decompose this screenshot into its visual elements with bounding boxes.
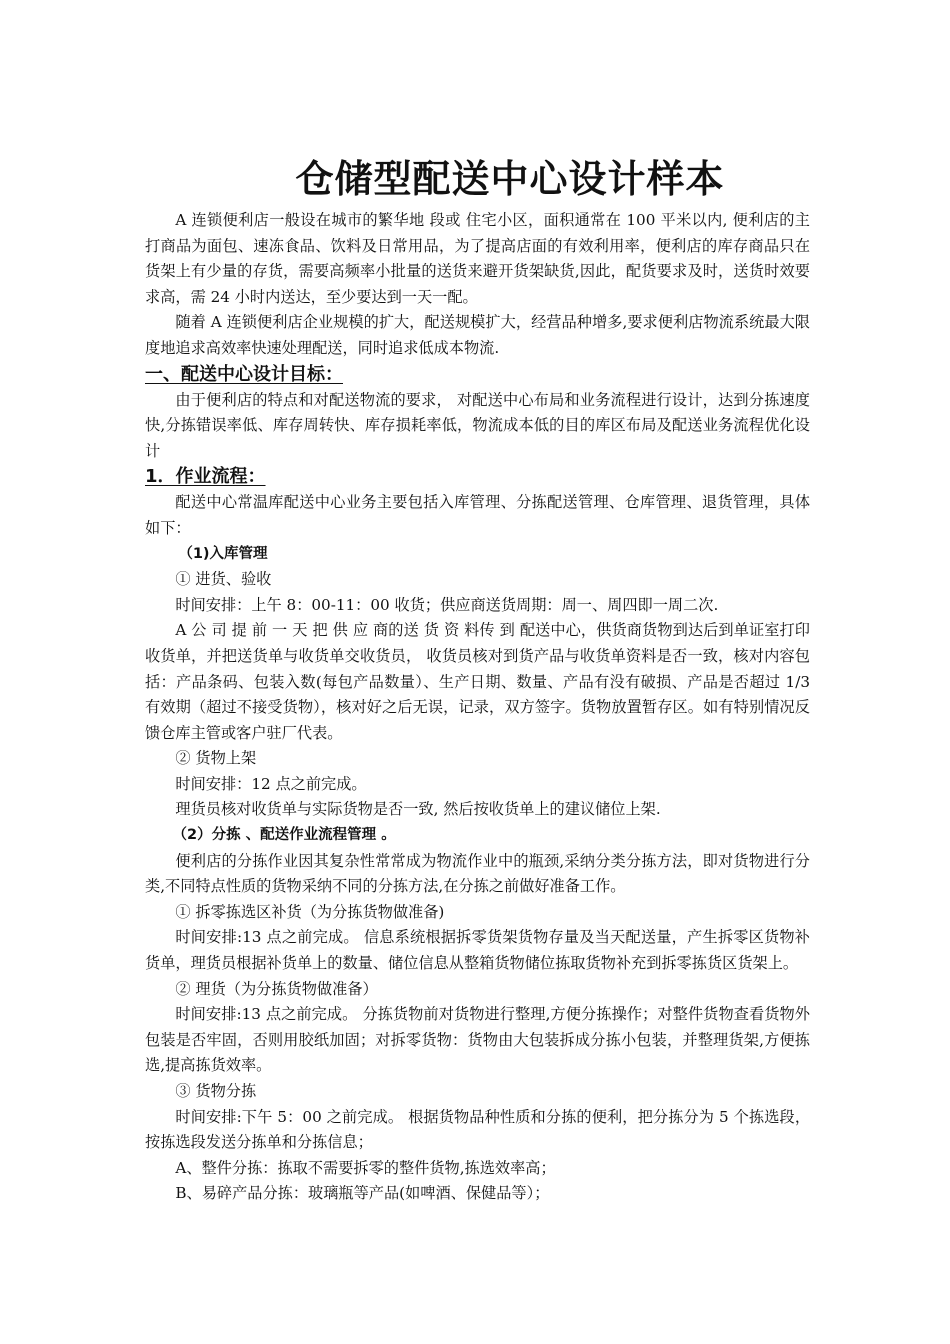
inbound-step-2: ② 货物上架 bbox=[175, 749, 257, 768]
inbound-step-2-text: 理货员核对收货单与实际货物是否一致, 然后按收货单上的建议储位上架. bbox=[175, 800, 661, 819]
sorting-step-3: ③ 货物分拣 bbox=[175, 1082, 257, 1100]
inbound-step-1-time: 时间安排：上午 8：00-11：00 收货；供应商送货周期：周一、周四即一周二次. bbox=[175, 595, 719, 614]
sorting-step-1-text: 时间安排:13 点之前完成。 信息系统根据拆零货架货物存量及当天配送量，产生拆零区货物补货单，理货员根据补货单上的数量、储位信息从整箱货物储位拣取货物补充到拆零拣货区货架上。 bbox=[145, 928, 810, 973]
sorting-step-2: ② 理货（为分拣货物做准备） bbox=[175, 979, 378, 998]
sorting-step-2-text: 时间安排:13 点之前完成。 分拣货物前对货物进行整理,方便分拣操作；对整件货物查看货物外包装是否牢固，否则用胶纸加固；对拆零货物：货物由大包装拆成分拣小包装，并整理货架,方便拣选,提高拣货效率。 bbox=[145, 1005, 810, 1075]
inbound-step-1-text: A 公 司 提 前 一 天 把 供 应 商的送 货 资 料传 到 配送中心，供货商货物到达后到单证室打印收货单，并把送货单与收货单交收货员， 收货员核对到货产品与收货单资料是否一致，核对内容包括：产品条码、包装入数(每包产品数量）、生产日期、数量、产品有没有破损、产品是否超过 1/3 有效期（超过不接受货物），核对好之后无误，记录，双方签字。货物放置暂存区。如有特别情况反馈仓库主管或客户驻厂代表。 bbox=[145, 621, 810, 742]
subheading-sorting: （2）分拣 、配送作业流程管理 。 bbox=[172, 827, 396, 844]
workflow-paragraph: 配送中心常温库配送中心业务主要包括入库管理、分拣配送管理、仓库管理、退货管理，具体如下： bbox=[145, 493, 810, 537]
document-body bbox=[145, 208, 810, 1207]
sorting-item-a: A、整件分拣：拣取不需要拆零的整件货物,拣选效率高； bbox=[175, 1158, 556, 1177]
inbound-step-1: ① 进货、验收 bbox=[175, 570, 272, 589]
intro-paragraph-1: A 连锁便利店一般设在城市的繁华地 段或 住宅小区，面积通常在 100 平米以内, 便利店的主打商品为面包、速冻食品、饮料及日常用品，为了提高店面的有效利用率，便利店的库存商品只在货架上有少量的存货，需要高频率小批量的送货来避开货架缺货,因此，配货要求及时，送货时效要求高，需 24 小时内送达，至少要达到一天一配。 bbox=[145, 211, 810, 306]
sorting-item-b: B、易碎产品分拣：玻璃瓶等产品(如啤酒、保健品等）； bbox=[175, 1184, 550, 1203]
section-heading-workflow: 1．作业流程： bbox=[145, 466, 266, 488]
page-title: 仓储型配送中心设计样本 bbox=[295, 157, 725, 201]
design-goal-paragraph: 由于便利店的特点和对配送物流的要求， 对配送中心布局和业务流程进行设计，达到分拣速度快,分拣错误率低、库存周转快、库存损耗率低，物流成本低的目的库区布局及配送业务流程优化设计 bbox=[145, 390, 810, 460]
sorting-step-1: ① 拆零拣选区补货（为分拣货物做准备) bbox=[175, 902, 445, 921]
inbound-step-2-time: 时间安排：12 点之前完成。 bbox=[175, 774, 367, 793]
intro-paragraph-2: 随着 A 连锁便利店企业规模的扩大，配送规模扩大，经营品种增多,要求便利店物流系统最大限度地追求高效率快速处理配送，同时追求低成本物流. bbox=[145, 313, 810, 357]
subheading-inbound: （1)入库管理 bbox=[178, 545, 268, 562]
section-heading-design-goal: 一、配送中心设计目标： bbox=[145, 363, 343, 385]
sorting-intro: 便利店的分拣作业因其复杂性常常成为物流作业中的瓶颈,采纳分类分拣方法，即对货物进行分类,不同特点性质的货物采纳不同的分拣方法,在分拣之前做好准备工作。 bbox=[145, 851, 810, 896]
sorting-step-3-text: 时间安排:下午 5：00 之前完成。 根据货物品种性质和分拣的便利，把分拣分为 5 个拣选段，按拣选段发送分拣单和分拣信息； bbox=[145, 1107, 810, 1152]
